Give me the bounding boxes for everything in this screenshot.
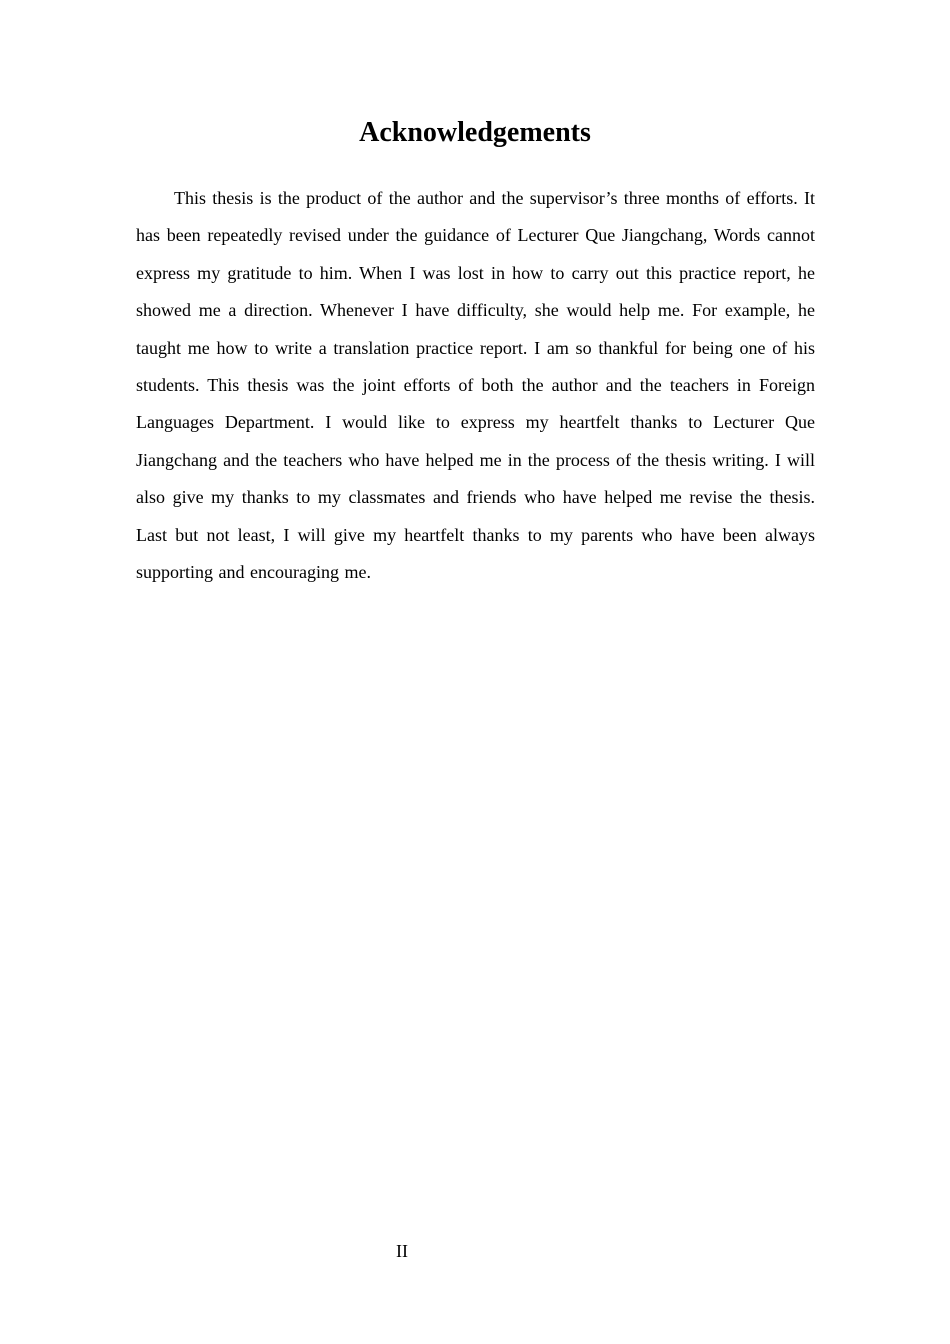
page-title: Acknowledgements — [359, 117, 591, 148]
page-number: II — [396, 1241, 408, 1261]
acknowledgements-paragraph: This thesis is the product of the author and the supervisor’s three months of efforts. It has been repeatedly revised under the guidance of Lecturer Que Jiangchang, Words cannot express my gratitude to him. When I was lost in how to carry out this practice report, he showed me a direction. Whenever I have difficulty, she would help me. For example, he taught me how to write a translation practice report. I am so thankful for being one of his students. This thesis was the joint efforts of both the author and the teachers in Foreign Languages Department. I would like to express my heartfelt thanks to Lecturer Que Jiangchang and the teachers who have helped me in the process of the thesis writing. I will also give my thanks to my classmates and friends who have helped me revise the thesis. Last but not least, I will give my heartfelt thanks to my parents who have been always supporting and encouraging me. — [136, 188, 815, 583]
